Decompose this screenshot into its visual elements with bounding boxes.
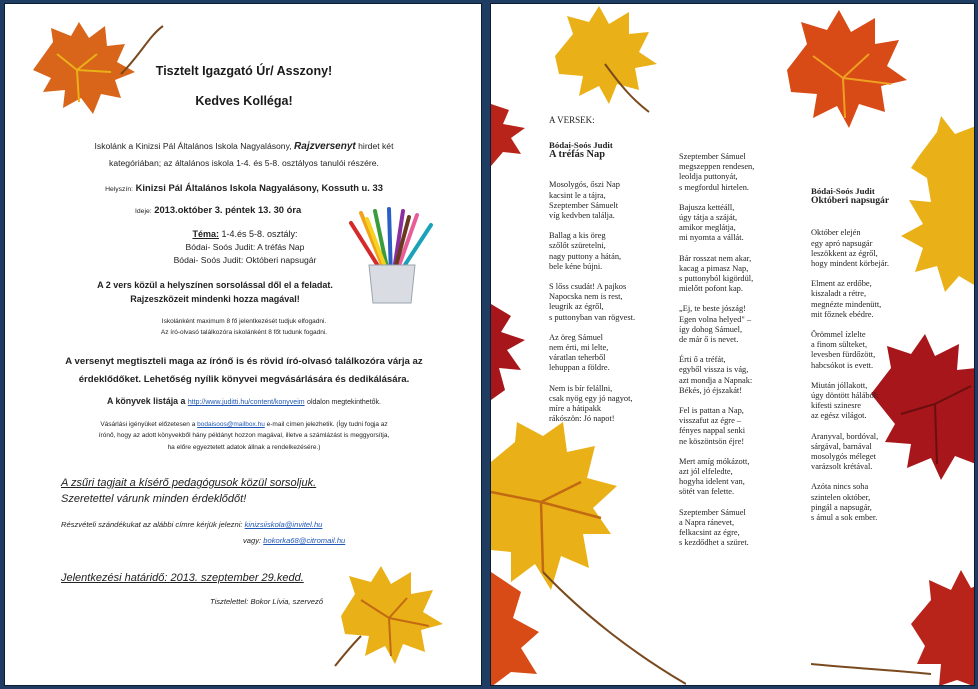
venue-label: Helyszín: (105, 186, 134, 193)
purchase-line-2: írónő, hogy az adott könyvekből hány példányt hozzon magával, illetve a számlázást is meggyorsítja, (98, 432, 390, 439)
purchase-line-3: ha előre egyeztetett adatok állnak a rendelkezésére.) (167, 444, 321, 451)
poem-1-continuation-column (679, 152, 809, 559)
poem-line: Bár rosszat nem akar, (679, 253, 752, 263)
limit-line-2: Az író-olvasó találkozóra iskolánként 8 főt tudunk fogadni. (160, 329, 328, 336)
poem-line: mit főznek ebédre. (811, 309, 874, 319)
poem-line: megszeppen rendesen, (679, 162, 755, 172)
books-text-b: oldalon megtekinthetők. (307, 399, 381, 406)
poem-line: Ballag a kis öreg (549, 231, 606, 241)
poem-line: habcsókot is evett. (811, 360, 874, 370)
apply-email-link-2[interactable]: bokorka68@citromail.hu (263, 536, 346, 545)
poem-stanza (549, 231, 669, 272)
poem-line: de már ő is nevet. (679, 335, 739, 345)
poem-line: azt mondja a Napnak: (679, 375, 753, 385)
poem-line: Napocska nem is rest, (549, 292, 623, 302)
poem-1-stanzas (549, 180, 669, 424)
jury-line-1: A zsűri tagjait a kísérő pedagógusok közül sorsoljuk. (61, 477, 317, 489)
limit-line-1: Iskolánként maximum 8 fő jelentkezését tudjuk elfogadni. (161, 318, 327, 325)
poem-line: levesben fürdőzött, (811, 350, 876, 360)
intro-text-a: Iskolánk a Kinizsi Pál Általános Iskola Nagyalásony, (94, 141, 292, 151)
poem-line: rákószön: Jó napot! (549, 414, 615, 424)
draw-line-2: Rajzeszközeit mindenki hozza magával! (130, 294, 300, 304)
poem-stanza (811, 228, 931, 269)
poem-line: Szeptember Sámuel (679, 507, 746, 517)
intro-text-c: hirdet két (358, 141, 394, 151)
poem-line: kifesti szinesre (811, 401, 862, 411)
page-one (4, 3, 482, 686)
poem-line: visszafut az égre – (679, 416, 742, 426)
maple-leaf-image (491, 422, 686, 686)
books-link[interactable]: http://www.juditti.hu/content/konyveim (187, 399, 305, 406)
poem-stanza (679, 457, 809, 498)
poem-stanza (811, 482, 931, 523)
poem-line: s puttonyból kigördül, (679, 274, 754, 284)
event-line-2: érdeklődőket. Lehetőség nyílik könyvei megvásárlására és dedikálására. (78, 374, 410, 385)
poem-line: Nem is bír felállni, (549, 383, 613, 393)
poem-line: pingál a napsugár, (811, 502, 872, 512)
poem-line: kiszaladt a rétre, (811, 289, 867, 299)
poem-line: amikor meglátja, (679, 223, 736, 233)
poem-line: felkacsint az égre, (679, 528, 740, 538)
poem-line: úgy döntött hálából: (811, 391, 879, 401)
poem-line: sötét van felette. (679, 487, 735, 497)
poem-line: kacag a pimasz Nap, (679, 263, 749, 273)
poem-line: megnézte mindenütt, (811, 299, 882, 309)
poem-stanza (679, 406, 809, 447)
poem-stanza (679, 508, 809, 549)
poem-line: Egen volna helyed" – (679, 314, 752, 324)
poem-line: Október elején (811, 228, 861, 238)
poem-line: Békés, jó éjszakát! (679, 385, 743, 395)
poem-stanza (679, 203, 809, 244)
maple-leaf-image (325, 560, 460, 675)
theme-item-1: Bódai- Soós Judit: A tréfás Nap (185, 242, 305, 252)
poem-line: mosolygós méleget (811, 452, 876, 462)
intro-line-2: kategóriában; az általános iskola 1-4. és 5-8. osztályos tanulói részére. (109, 158, 379, 168)
poem-line: Fel is pattan a Nap, (679, 406, 744, 416)
poem-stanza (679, 355, 809, 396)
venue-line (15, 182, 473, 193)
time-label: Ideje: (135, 208, 152, 215)
maple-leaf-image (491, 304, 527, 404)
colleague-heading: Kedves Kolléga! (195, 94, 293, 108)
poem-line: nem érti, mi lelte, (549, 343, 609, 353)
poem-line: leszökkent az égről, (811, 248, 878, 258)
poem-line: míre a hátipakk (549, 404, 602, 414)
poem-line: s ámul a sok ember. (811, 513, 878, 523)
poem-line: egy apró napsugár (811, 238, 873, 248)
poem-1-title: A tréfás Nap (549, 149, 605, 161)
poem-line: azt jól elfeledte, (679, 467, 733, 477)
poem-line: szőlőt szüretelni, (549, 241, 606, 251)
poem-1-author: Bódai-Soós Judit (549, 140, 613, 150)
poem-line: ne köszöntsön éjre! (679, 436, 745, 446)
poem-line: s puttonyban van rögvest. (549, 312, 636, 322)
poem-line: Miután jóllakott, (811, 380, 868, 390)
poem-line: Szeptember Sámuelt (549, 200, 619, 210)
poem-stanza (811, 279, 931, 320)
apply-email-link-1[interactable]: kinizsiiskola@invitel.hu (244, 520, 323, 529)
draw-line-1: A 2 vers közül a helyszínen sorsolással dől el a feladat. (97, 280, 333, 290)
poem-line: csak nyög egy jó nagyot, (549, 393, 633, 403)
theme-item-2: Bódai- Soós Judit: Októberi napsugár (173, 255, 317, 265)
apply-text: Részvételi szándékukat az alábbi címre kérjük jelezni: (61, 520, 243, 529)
poem-stanza (811, 330, 931, 371)
maple-leaf-image (545, 6, 665, 116)
poem-line: szintelen október, (811, 492, 871, 502)
poem-line: így dohog Sámuel, (679, 324, 743, 334)
apply-line (61, 520, 322, 529)
poem-line: Szeptember Sámuel (679, 152, 746, 161)
apply-line-2 (243, 536, 345, 545)
page-two (490, 3, 975, 686)
poem-line: nagy puttony a hátán, (549, 251, 622, 261)
poem-line: hogyha idelent van, (679, 477, 745, 487)
poem-stanza (679, 152, 809, 193)
purchase-line-1 (11, 421, 477, 428)
poem-line: Örömmel ízlelte (811, 330, 866, 340)
poem-2-title: Októberi napsugár (811, 195, 890, 207)
poem-line: a finom sülteket, (811, 340, 868, 350)
theme-line (155, 229, 335, 239)
books-text-a: A könyvek listája a (107, 396, 186, 406)
poem-line: víg kedvben találja. (549, 211, 615, 221)
purchase-text-b: e-mail címen jelezhetik. (Így tudni fogja az (266, 421, 388, 428)
poem-1-continuation-stanzas (679, 152, 809, 549)
purchase-email-link[interactable]: bodaisoos@mailbox.hu (197, 421, 265, 428)
poem-line: „Ej, te beste jószág! (679, 304, 746, 314)
greeting-heading: Tisztelt Igazgató Úr/ Asszony! (155, 64, 333, 78)
poem-line: bele kéne bújni. (549, 261, 603, 271)
poem-stanza (549, 180, 669, 221)
poem-line: Érti ő a tréfát, (679, 355, 726, 365)
poem-stanza (679, 304, 809, 345)
poem-line: Bajusza kettéáll, (679, 202, 735, 212)
intro-paragraph (15, 141, 473, 152)
theme-label: Téma: (192, 229, 219, 239)
event-line-1: A versenyt megtiszteli maga az írónő is és rövid író-olvasó találkozóra várja az (65, 356, 423, 367)
poem-1-column (549, 140, 669, 434)
theme-value: 1-4.és 5-8. osztály: (221, 229, 298, 239)
poem-stanza (549, 282, 669, 323)
poem-line: egyből vissza is vág, (679, 365, 749, 375)
poem-stanza (811, 381, 931, 422)
poem-line: Aranyval, bordóval, (811, 431, 879, 441)
poem-line: lehuppan a földre. (549, 363, 610, 373)
poem-stanza (549, 384, 669, 425)
poem-line: S lőss csudát! A pajkos (549, 282, 627, 292)
maple-leaf-image (811, 564, 975, 686)
poem-stanza (811, 432, 931, 473)
poem-line: s kezdődhet a szüret. (679, 538, 749, 548)
poem-line: úgy tátja a száját, (679, 213, 738, 223)
poem-line: váratlan teherből (549, 353, 606, 363)
purchase-text-a: Vásárlási igényüket előzetesen a (100, 421, 196, 428)
poem-line: varázsolt krétával. (811, 462, 873, 472)
poem-line: Mosolygós, őszi Nap (549, 180, 620, 190)
poems-header: A VERSEK: (549, 115, 595, 125)
signature-line: Tisztelettel: Bokor Lívia, szervező (210, 597, 324, 606)
poem-2-column (811, 186, 931, 533)
poem-line: kacsint le a tájra, (549, 190, 606, 200)
jury-line-2: Szeretettel várunk minden érdeklődőt! (61, 493, 247, 505)
poem-line: leugrik az égről, (549, 302, 604, 312)
deadline-line: Jelentkezési határidő: 2013. szeptember 29.kedd. (61, 572, 304, 584)
venue-value: Kinizsi Pál Általános Iskola Nagyalásony, Kossuth u. 33 (135, 182, 383, 193)
poem-2-stanzas (811, 228, 931, 523)
books-line (15, 396, 473, 406)
poem-line: Elment az erdőbe, (811, 279, 872, 289)
poem-stanza (679, 254, 809, 295)
poem-line: sárgával, barnával (811, 441, 872, 451)
poem-line: fényes nappal senki (679, 426, 746, 436)
contest-name: Rajzversenyt (294, 141, 356, 152)
poem-stanza (549, 333, 669, 374)
time-value: 2013.október 3. péntek 13. 30 óra (154, 204, 302, 215)
poem-line: a Napra ránevet, (679, 517, 735, 527)
poem-line: mielőtt pofont kap. (679, 284, 743, 294)
poem-line: hogy mindent körbejár. (811, 259, 889, 269)
apply-or-text: vagy: (243, 536, 262, 545)
maple-leaf-image (491, 100, 531, 170)
poem-2-author: Bódai-Soós Judit (811, 186, 875, 196)
poem-line: Az öreg Sámuel (549, 332, 603, 342)
poem-line: s megfordul hirtelen. (679, 182, 750, 192)
poem-line: leoldja puttonyát, (679, 172, 738, 182)
poem-line: az egész világot. (811, 411, 867, 421)
time-line (135, 204, 301, 215)
poem-line: mi nyomta a vállát. (679, 233, 744, 243)
poem-line: Mert amíg mókázott, (679, 456, 750, 466)
poem-line: Azóta nincs soha (811, 482, 869, 492)
